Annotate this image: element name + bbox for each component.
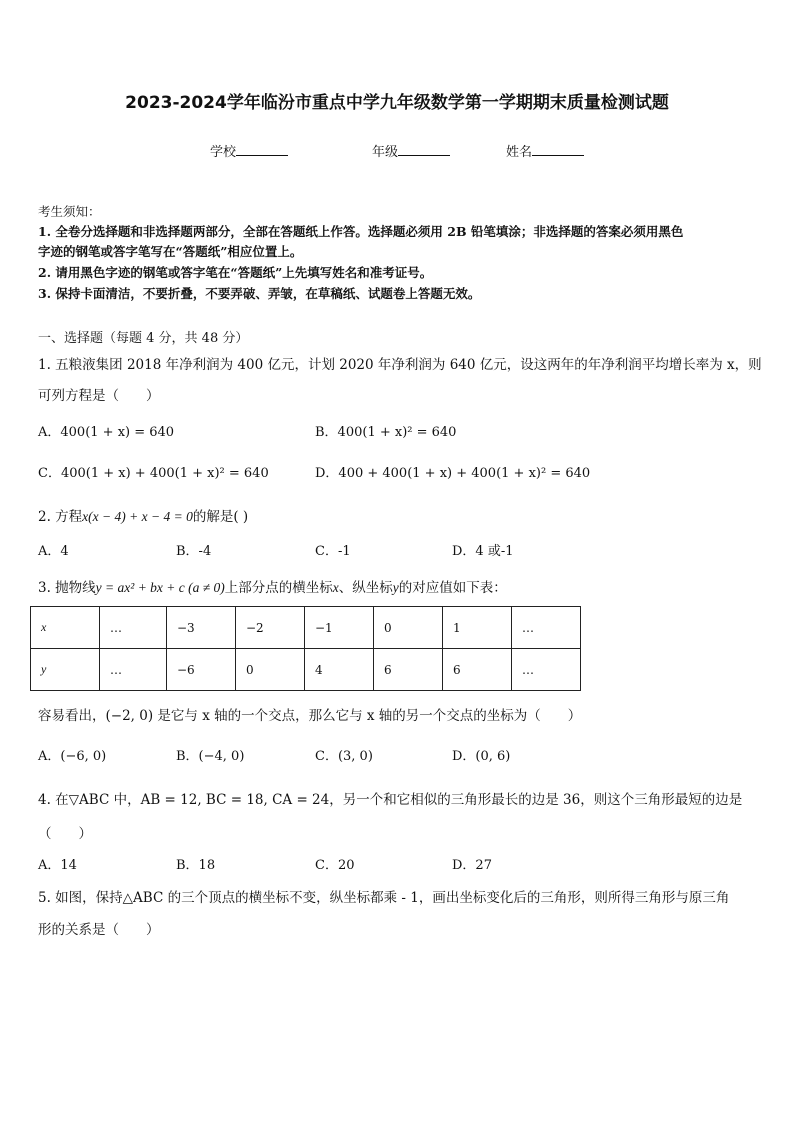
table-cell: 4: [305, 649, 374, 691]
q3-option-a: A．(−6, 0): [38, 749, 107, 764]
q4-option-b: B．18: [176, 858, 216, 873]
q5-line2: 形的关系是（ ）: [38, 922, 160, 938]
q1-option-c: C．400(1 + x) + 400(1 + x)² = 640: [38, 466, 269, 481]
school-blank: [236, 143, 288, 156]
notice-heading: 考生须知：: [38, 204, 101, 219]
table-cell: 0: [374, 607, 443, 649]
grade-blank: [398, 143, 450, 156]
q4-option-d: D．27: [452, 858, 492, 873]
q3-stem: 3. 抛物线y = ax² + bx + c (a ≠ 0)上部分点的横坐标x、纵坐标y的对应值如下表：: [38, 580, 507, 596]
q3-follow-up: 容易看出，(−2, 0) 是它与 x 轴的一个交点，那么它与 x 轴的另一个交点的坐标为（ ）: [38, 708, 582, 724]
table-cell: 6: [374, 649, 443, 691]
notice-line-3: 3. 保持卡面清洁，不要折叠，不要弄破、弄皱，在草稿纸、试题卷上答题无效。: [38, 286, 481, 301]
table-cell: …: [512, 649, 581, 691]
q5-line1: 5. 如图，保持△ABC 的三个顶点的横坐标不变，纵坐标都乘 - 1，画出坐标变化后的三角形，则所得三角形与原三角: [38, 890, 730, 906]
value-table: [30, 606, 581, 691]
notice-line-1a: 1. 全卷分选择题和非选择题两部分，全部在答题纸上作答。选择题必须用 2B 铅笔填涂；非选择题的答案必须用黑色: [38, 224, 684, 239]
q1-line1: 1. 五粮液集团 2018 年净利润为 400 亿元，计划 2020 年净利润为 640 亿元，设这两年的年净利润平均增长率为 x，则: [38, 357, 762, 373]
table-cell: 1: [443, 607, 512, 649]
q2-equation: x(x − 4) + x − 4 = 0: [82, 509, 193, 524]
q4-option-a: A．14: [38, 858, 77, 873]
q3-option-c: C．(3, 0): [315, 749, 373, 764]
grade-field: 年级: [372, 141, 450, 160]
q2-option-c: C．-1: [315, 544, 351, 559]
table-row: [31, 649, 581, 691]
exam-title: 2023-2024学年临汾市重点中学九年级数学第一学期期末质量检测试题: [125, 93, 669, 113]
notice-line-2: 2. 请用黑色字迹的钢笔或答字笔在“答题纸”上先填写姓名和准考证号。: [38, 265, 433, 280]
notice-line-1b: 字迹的钢笔或答字笔写在“答题纸”相应位置上。: [38, 244, 303, 259]
q4-option-c: C．20: [315, 858, 355, 873]
q4-line2: （ ）: [38, 826, 92, 842]
table-cell: −2: [236, 607, 305, 649]
q1-option-d: D．400 + 400(1 + x) + 400(1 + x)² = 640: [315, 466, 591, 481]
q3-option-d: D．(0, 6): [452, 749, 511, 764]
table-cell: …: [512, 607, 581, 649]
table-cell: …: [100, 649, 167, 691]
q2-option-b: B．-4: [176, 544, 212, 559]
table-cell: −3: [167, 607, 236, 649]
table-cell: 0: [236, 649, 305, 691]
q3-option-b: B．(−4, 0): [176, 749, 245, 764]
table-cell: −1: [305, 607, 374, 649]
table-cell: −6: [167, 649, 236, 691]
q4-line1: 4. 在▽ABC 中，AB = 12, BC = 18, CA = 24，另一个和它相似的三角形最长的边是 36，则这个三角形最短的边是: [38, 792, 743, 808]
name-blank: [532, 143, 584, 156]
section-heading: 一、选择题（每题 4 分，共 48 分）: [38, 331, 249, 346]
q2-option-d: D．4 或-1: [452, 544, 514, 559]
table-cell: y: [31, 649, 100, 691]
q1-option-a: A．400(1 + x) = 640: [38, 425, 175, 440]
table-row: [31, 607, 581, 649]
q1-option-b: B．400(1 + x)² = 640: [315, 425, 457, 440]
table-cell: x: [31, 607, 100, 649]
school-field: 学校: [210, 141, 288, 160]
q2-option-a: A．4: [38, 544, 69, 559]
name-field: 姓名: [506, 141, 584, 160]
q2-stem: 2. 方程x(x − 4) + x − 4 = 0的解是( ): [38, 509, 249, 525]
q1-line2: 可列方程是（ ）: [38, 388, 160, 404]
q3-equation: y = ax² + bx + c (a ≠ 0): [95, 580, 225, 595]
table-cell: 6: [443, 649, 512, 691]
table-cell: …: [100, 607, 167, 649]
